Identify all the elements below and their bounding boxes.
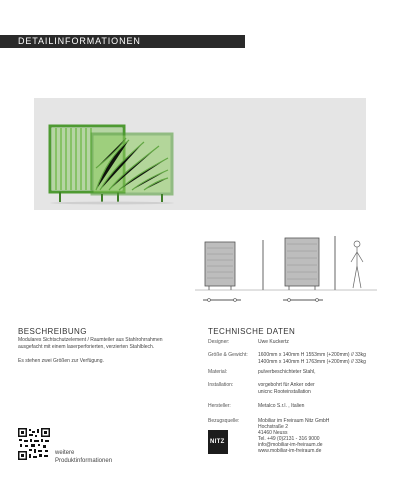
designer-label: Designer: <box>208 339 230 345</box>
technical-drawings <box>185 232 385 306</box>
product-photo <box>34 98 366 210</box>
beschreibung-heading: BESCHREIBUNG <box>18 327 87 336</box>
bezugsquelle-company: Mobiliar im Freiraum Nitz GmbH <box>258 418 330 424</box>
bezugsquelle-website[interactable]: www.mobiliar-im-freiraum.de <box>258 448 322 454</box>
beschreibung-line-2: ausgefacht mit einem laserperforierten, verzierten Stahlblech. <box>18 344 155 350</box>
technische-daten-heading: TECHNISCHE DATEN <box>208 327 296 336</box>
material-value: pulverbeschichteter Stahl, <box>258 369 316 375</box>
installation-label: Installation: <box>208 382 234 388</box>
groesse-gewicht-label: Größe & Gewicht: <box>208 352 248 358</box>
designer-value: Uwe Kuckertz <box>258 339 289 345</box>
page-title: DETAILINFORMATIONEN <box>18 36 141 46</box>
installation-value-1: vorgebohrt für Anker oder <box>258 382 315 388</box>
bezugsquelle-phone: Tel. +49 (0)2131 - 316 9000 <box>258 436 320 442</box>
groesse-gewicht-value-1: 1600mm x 140mm H 1553mm (+200mm) // 33kg <box>258 352 366 358</box>
qr-caption-line-1: weitere <box>55 450 75 456</box>
installation-value-2: unicnc Rooteinstallation <box>258 389 311 395</box>
beschreibung-line-1: Modulares Sichtschutzelement / Raumteiler aus Stahlrohrrahmen <box>18 337 163 343</box>
groesse-gewicht-value-2: 1400mm x 140mm H 1763mm (+200mm) // 33kg <box>258 359 366 365</box>
bezugsquelle-street: Hochstraße 2 <box>258 424 289 430</box>
qr-code[interactable] <box>18 428 50 460</box>
section-title-bar <box>0 35 245 48</box>
bezugsquelle-email[interactable]: info@mobiliar-im-freiraum.de <box>258 442 323 448</box>
bezugsquelle-city: 41460 Neuss <box>258 430 288 436</box>
beschreibung-line-3: Es stehen zwei Größen zur Verfügung. <box>18 358 104 364</box>
hersteller-label: Hersteller: <box>208 403 231 409</box>
hersteller-value: Metalco S.r.l. , Italien <box>258 403 305 409</box>
nitz-logo <box>208 430 228 454</box>
qr-caption <box>55 449 112 465</box>
bezugsquelle-label: Bezugsquelle: <box>208 418 240 424</box>
logo-text: NITZ <box>210 439 225 445</box>
qr-caption-line-2: Produktinformationen <box>55 458 113 464</box>
material-label: Material: <box>208 369 228 375</box>
